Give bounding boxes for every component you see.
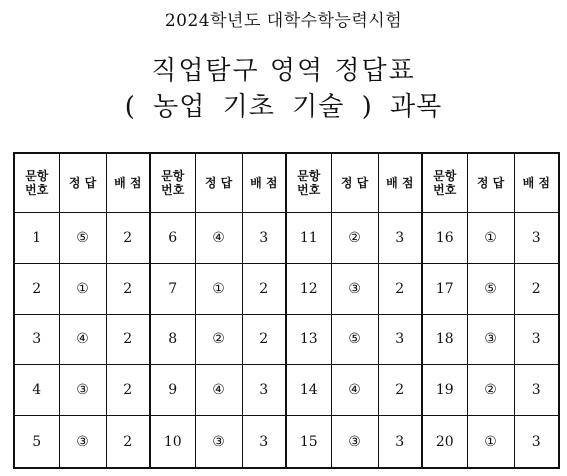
answer-cell: ③ (331, 263, 378, 314)
answer-header: 정 답 (195, 153, 242, 213)
answer-cell: ④ (195, 365, 242, 416)
answer-cell: ① (195, 263, 242, 314)
points-cell: 2 (106, 416, 150, 468)
answer-cell: ③ (195, 416, 242, 468)
points-cell: 2 (106, 314, 150, 365)
points-cell: 3 (378, 213, 422, 264)
subject-title: ( 농업 기초 기술 ) 과목 (124, 92, 443, 122)
table-row (14, 263, 559, 314)
answer-cell: ② (195, 314, 242, 365)
question-number: 13 (286, 314, 331, 365)
points-header: 배 점 (514, 153, 559, 213)
answer-cell: ① (467, 416, 514, 468)
answer-cell: ④ (195, 213, 242, 264)
answer-cell: ③ (59, 416, 106, 468)
question-number-header: 문항 번호 (150, 153, 195, 213)
points-cell: 3 (514, 314, 559, 365)
points-cell: 3 (514, 213, 559, 264)
table-row (14, 365, 559, 416)
question-number-header: 문항 번호 (286, 153, 331, 213)
question-number: 11 (286, 213, 331, 264)
question-number-header: 문항 번호 (14, 153, 59, 213)
points-cell: 3 (242, 213, 286, 264)
answer-header: 정 답 (467, 153, 514, 213)
points-cell: 2 (378, 365, 422, 416)
question-number: 7 (150, 263, 195, 314)
answer-cell: ⑤ (467, 263, 514, 314)
question-number: 16 (422, 213, 467, 264)
question-number: 17 (422, 263, 467, 314)
points-cell: 2 (242, 314, 286, 365)
exam-name: 2024학년도 대학수학능력시험 (164, 11, 403, 31)
points-header: 배 점 (106, 153, 150, 213)
answer-cell: ② (331, 213, 378, 264)
question-number: 14 (286, 365, 331, 416)
table-row (14, 213, 559, 264)
points-cell: 3 (378, 416, 422, 468)
answer-cell: ④ (59, 314, 106, 365)
answer-cell: ④ (331, 365, 378, 416)
answer-cell: ③ (331, 416, 378, 468)
question-number: 19 (422, 365, 467, 416)
answer-cell: ① (467, 213, 514, 264)
points-cell: 2 (378, 263, 422, 314)
question-number-header: 문항 번호 (422, 153, 467, 213)
question-number: 8 (150, 314, 195, 365)
points-cell: 2 (514, 263, 559, 314)
answer-cell: ③ (59, 365, 106, 416)
question-number: 3 (14, 314, 59, 365)
table-row (14, 314, 559, 365)
question-number: 1 (14, 213, 59, 264)
answer-cell: ① (59, 263, 106, 314)
question-number: 20 (422, 416, 467, 468)
question-number: 5 (14, 416, 59, 468)
page-title: 직업탐구 영역 정답표 (151, 56, 416, 86)
question-number: 18 (422, 314, 467, 365)
points-cell: 3 (378, 314, 422, 365)
question-number: 2 (14, 263, 59, 314)
points-header: 배 점 (242, 153, 286, 213)
answer-cell: ⑤ (59, 213, 106, 264)
points-cell: 3 (514, 365, 559, 416)
points-cell: 3 (242, 416, 286, 468)
answer-cell: ⑤ (331, 314, 378, 365)
answer-cell: ② (467, 365, 514, 416)
answer-header: 정 답 (331, 153, 378, 213)
question-number: 6 (150, 213, 195, 264)
question-number: 4 (14, 365, 59, 416)
question-number: 10 (150, 416, 195, 468)
points-cell: 3 (514, 416, 559, 468)
question-number: 12 (286, 263, 331, 314)
points-cell: 2 (242, 263, 286, 314)
question-number: 15 (286, 416, 331, 468)
question-number: 9 (150, 365, 195, 416)
answer-cell: ③ (467, 314, 514, 365)
answer-header: 정 답 (59, 153, 106, 213)
points-cell: 2 (106, 213, 150, 264)
table-row (14, 416, 559, 468)
points-cell: 2 (106, 365, 150, 416)
points-cell: 3 (242, 365, 286, 416)
answer-table (13, 152, 560, 469)
header-row (14, 153, 559, 213)
points-header: 배 점 (378, 153, 422, 213)
points-cell: 2 (106, 263, 150, 314)
